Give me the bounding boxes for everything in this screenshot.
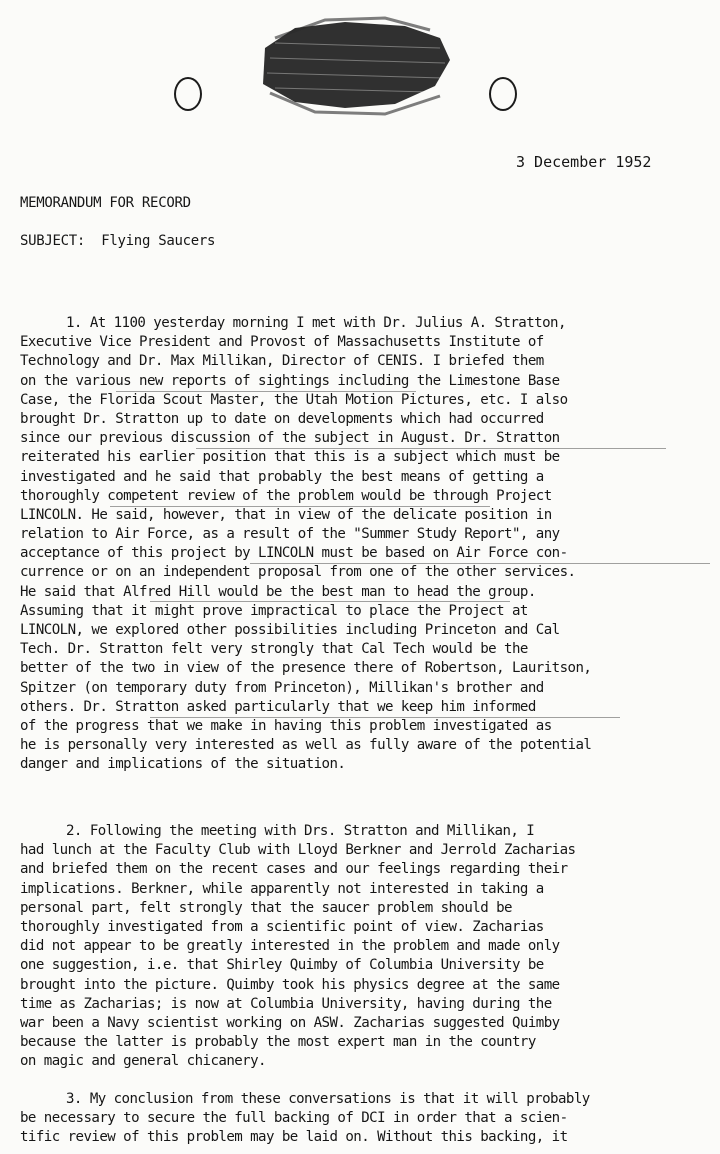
paragraph-line (20, 736, 720, 755)
paragraph-line (20, 880, 720, 899)
paragraph-line (20, 841, 720, 860)
paragraph-number: 2. (66, 823, 90, 839)
paragraph-text: Following the meeting with Drs. Stratton and Millikan, I (89, 823, 535, 839)
paragraph-1 (20, 314, 720, 775)
paragraph-line (20, 1052, 720, 1071)
paragraph-line (20, 822, 720, 841)
paragraph-line (20, 429, 720, 448)
paragraph-text: others. Dr. Stratton asked particularly that we keep him informed (20, 698, 536, 715)
paragraph-text: He said that Alfred Hill would be the best man to head the group. (20, 583, 536, 600)
paragraph-line (20, 698, 720, 717)
paragraph-line (20, 956, 720, 975)
strike-trace (110, 506, 490, 507)
paragraph-line (20, 621, 720, 640)
paragraph-line (20, 544, 720, 563)
memo-heading: MEMORANDUM FOR RECORD (20, 195, 191, 211)
paragraph-text: tific review of this problem may be laid on. Without this backing, it (20, 1129, 568, 1146)
strike-trace (150, 601, 510, 602)
paragraph-text: brought Dr. Stratton up to date on developments which had occurred (20, 410, 544, 427)
paragraph-line (20, 717, 720, 736)
paragraph-line (20, 1090, 720, 1109)
paragraph-line (20, 976, 720, 995)
paragraph-text: implications. Berkner, while apparently not interested in taking a (20, 880, 544, 897)
punch-hole-left (174, 77, 202, 111)
paragraph-text: he is personally very interested as well as fully aware of the potential (20, 737, 592, 754)
paragraph-line (20, 314, 720, 333)
subject-label: SUBJECT: (20, 233, 86, 249)
paragraph-line (20, 448, 720, 467)
redaction-mark (235, 8, 485, 118)
paragraph-line (20, 1033, 720, 1052)
paragraph-text: At 1100 yesterday morning I met with Dr. Julius A. Stratton, (89, 315, 566, 331)
paragraph-text: Technology and Dr. Max Millikan, Director of CENIS. I briefed them (20, 353, 544, 370)
paragraph-text: on magic and general chicanery. (20, 1053, 266, 1070)
paragraph-text: My conclusion from these conversations is that it will probably (89, 1091, 590, 1107)
paragraph-text: war been a Navy scientist working on ASW. Zacharias suggested Quimby (20, 1014, 560, 1031)
paragraph-text: LINCOLN, we explored other possibilities including Princeton and Cal (20, 622, 560, 638)
paragraph-line (20, 583, 720, 602)
paragraph-line (20, 659, 720, 678)
paragraph-text: relation to Air Force, as a result of the "Summer Study Report", any (20, 526, 560, 543)
paragraph-text: acceptance of this project by LINCOLN must be based on Air Force con- (20, 545, 568, 562)
paragraph-line (20, 391, 720, 410)
paragraph-line (20, 372, 720, 391)
paragraph-text: Tech. Dr. Stratton felt very strongly that Cal Tech would be the (20, 641, 528, 658)
paragraph-text: Spitzer (on temporary duty from Princeton), Millikan's brother and (20, 679, 544, 696)
punch-hole-right (489, 77, 517, 111)
paragraph-text: and briefed them on the recent cases and our feelings regarding their (20, 861, 568, 878)
subject-text: Flying Saucers (101, 233, 216, 249)
paragraph-text: be necessary to secure the full backing of DCI in order that a scien- (20, 1110, 568, 1127)
paragraph-text: of the progress that we make in having this problem investigated as (20, 717, 552, 734)
paragraph-3 (20, 1090, 720, 1148)
strike-trace (196, 448, 666, 449)
paragraph-line (20, 333, 720, 352)
paragraph-text: personal part, felt strongly that the saucer problem should be (20, 899, 512, 916)
paragraph-line (20, 995, 720, 1014)
paragraph-text: Case, the Florida Scout Master, the Utah Motion Pictures, etc. I also (20, 391, 568, 408)
paragraph-text: time as Zacharias; is now at Columbia University, having during the (20, 995, 552, 1012)
paragraph-text: danger and implications of the situation. (20, 756, 346, 773)
memo-date: 3 December 1952 (516, 153, 652, 171)
paragraph-text: thoroughly competent review of the problem would be through Project (20, 487, 552, 504)
paragraph-text: because the latter is probably the most expert man in the country (20, 1034, 536, 1051)
paragraph-number: 3. (66, 1091, 90, 1107)
paragraph-line (20, 352, 720, 371)
paragraph-text: investigated and he said that probably the best means of getting a (20, 468, 544, 485)
paragraph-text: LINCOLN. He said, however, that in view of the delicate position in (20, 506, 552, 523)
paragraph-line (20, 1128, 720, 1147)
paragraph-text: thoroughly investigated from a scientific point of view. Zacharias (20, 918, 544, 935)
paragraph-line (20, 1109, 720, 1128)
paragraph-text: brought into the picture. Quimby took his physics degree at the same (20, 976, 560, 993)
strike-trace (116, 391, 416, 392)
strike-trace (150, 717, 620, 718)
paragraph-line (20, 410, 720, 429)
paragraph-line (20, 899, 720, 918)
paragraph-text: had lunch at the Faculty Club with Lloyd Berkner and Jerrold Zacharias (20, 842, 576, 859)
paragraph-text: Executive Vice President and Provost of Massachusetts Institute of (20, 334, 544, 351)
strike-trace (250, 563, 710, 564)
paragraph-line (20, 679, 720, 698)
paragraph-2 (20, 822, 720, 1071)
paragraph-text: reiterated his earlier position that this is a subject which must be (20, 449, 560, 466)
paragraph-line (20, 860, 720, 879)
paragraph-line (20, 563, 720, 582)
paragraph-line (20, 918, 720, 937)
paragraph-line (20, 1014, 720, 1033)
paragraph-text: better of the two in view of the presence there of Robertson, Lauritson, (20, 660, 592, 677)
paragraph-text: did not appear to be greatly interested in the problem and made only (20, 938, 560, 955)
paragraph-text: since our previous discussion of the subject in August. Dr. Stratton (20, 430, 560, 447)
paragraph-number: 1. (66, 315, 90, 331)
paragraph-line (20, 468, 720, 487)
paragraph-text: Assuming that it might prove impractical to place the Project at (20, 602, 528, 619)
paragraph-line (20, 602, 720, 621)
paragraph-text: one suggestion, i.e. that Shirley Quimby of Columbia University be (20, 957, 544, 974)
paragraph-line (20, 755, 720, 774)
paragraph-line (20, 640, 720, 659)
paragraph-text: on the various new reports of sightings including the Limestone Base (20, 372, 560, 389)
subject-line (20, 233, 215, 249)
paragraph-line (20, 937, 720, 956)
paragraph-line (20, 487, 720, 506)
paragraph-line (20, 506, 720, 525)
paragraph-text: currence or on an independent proposal from one of the other services. (20, 564, 576, 581)
paragraph-line (20, 525, 720, 544)
